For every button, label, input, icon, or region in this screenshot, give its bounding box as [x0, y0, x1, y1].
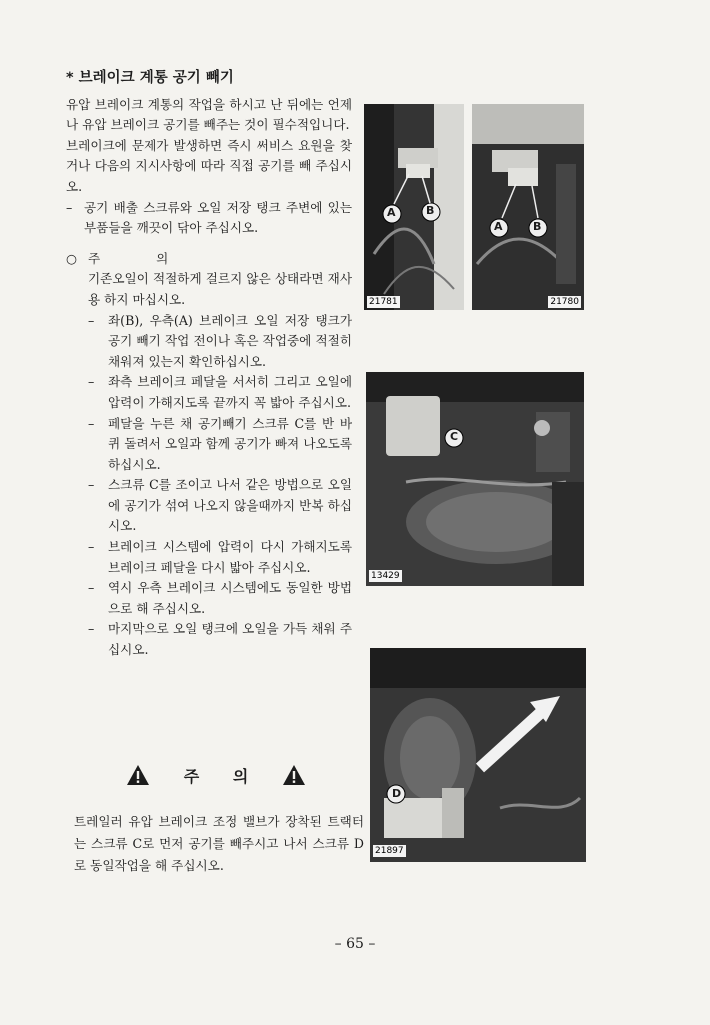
caution-circle-mark: ○ — [66, 250, 77, 266]
warning-banner — [126, 762, 306, 788]
intro-paragraph-1: 유압 브레이크 계통의 작업을 하시고 난 뒤에는 언제나 유압 브레이크 공기를 빼주는 것이 필수적입니다. — [66, 96, 352, 133]
photo-bleed-screw-c — [366, 372, 584, 586]
dash-mark: – — [66, 199, 73, 215]
photo-label-b: B — [533, 220, 542, 233]
caution-heading — [66, 249, 352, 270]
step-item — [66, 475, 352, 537]
step-text: 브레이크 시스템에 압력이 다시 가해지도록 브레이크 페달을 다시 밟아 주십시오. — [108, 539, 352, 575]
intro-paragraph-2: 브레이크에 문제가 발생하면 즉시 써비스 요원을 찾거나 다음의 지시사항에 따라 직접 공기를 빼 주십시오. — [66, 137, 352, 194]
step-item — [66, 619, 352, 660]
step-dash: – — [88, 312, 95, 328]
trailer-valve-note: 트레일러 유압 브레이크 조정 밸브가 장착된 트랙터는 스크류 C로 먼저 공기를 빼주시고 나서 스크류 D로 동일작업을 해 주십시오. — [74, 813, 364, 873]
page-number: – 65 – — [334, 936, 376, 952]
photo-label-b: B — [426, 204, 435, 217]
photo-label-a: A — [494, 220, 503, 233]
photo-label-d: D — [392, 787, 402, 800]
photo-trailer-valve-screw-d — [370, 648, 586, 862]
step-text: 마지막으로 오일 탱크에 오일을 가득 채워 주십시오. — [108, 621, 352, 658]
text-column — [66, 68, 352, 661]
warning-label-right: 의 — [232, 766, 249, 786]
step-text: 페달을 누른 채 공기빼기 스크류 C를 반 바퀴 돌려서 오일과 함께 공기가 빠져 나오도록 하십시오. — [108, 415, 352, 472]
cleaning-instruction-text: 공기 배출 스크류와 오일 저장 탱크 주변에 있는 부품들을 깨끗이 닦아 주십시오. — [84, 199, 352, 236]
warning-triangle-icon — [282, 764, 306, 786]
cleaning-instruction — [66, 198, 352, 239]
photo-brake-reservoir-right — [472, 104, 584, 310]
photo-number: 21780 — [550, 297, 579, 307]
step-dash: – — [88, 580, 95, 596]
photo-label-a: A — [387, 206, 396, 219]
step-dash: – — [88, 415, 95, 431]
step-item — [66, 578, 352, 619]
photo-number: 21897 — [375, 846, 404, 856]
photo-brake-reservoir-left — [364, 104, 464, 310]
warning-triangle-icon — [126, 764, 150, 786]
section-heading: * 브레이크 계통 공기 빼기 — [66, 70, 234, 86]
step-text: 스크류 C를 조이고 나서 같은 방법으로 오일에 공기가 섞여 나오지 않을때까지 반복 하십시오. — [108, 477, 352, 534]
step-text: 좌(B), 우측(A) 브레이크 오일 저장 탱크가 공기 빼기 작업 전이나 혹은 작업중에 적절히 채워져 있는지 확인하십시오. — [108, 312, 352, 369]
step-dash: – — [88, 539, 95, 555]
step-item — [66, 414, 352, 476]
step-item — [66, 311, 352, 373]
step-dash: – — [88, 621, 95, 637]
step-item — [66, 372, 352, 413]
photo-number: 21781 — [369, 297, 398, 307]
step-text: 역시 우측 브레이크 시스템에도 동일한 방법으로 해 주십시오. — [108, 580, 352, 616]
warning-label-left: 주 — [183, 766, 200, 786]
step-item — [66, 537, 352, 578]
photo-label-c: C — [450, 430, 459, 443]
photo-number: 13429 — [371, 571, 400, 581]
step-dash: – — [88, 477, 95, 493]
step-dash: – — [88, 374, 95, 390]
caution-label: 주 의 — [88, 250, 195, 266]
caution-text: 기존오일이 적절하게 걸르지 않은 상태라면 재사용 하지 마십시오. — [88, 271, 352, 307]
step-text: 좌측 브레이크 페달을 서서히 그리고 오일에 압력이 가해지도록 끝까지 꼭 밟아 주십시오. — [108, 374, 352, 410]
